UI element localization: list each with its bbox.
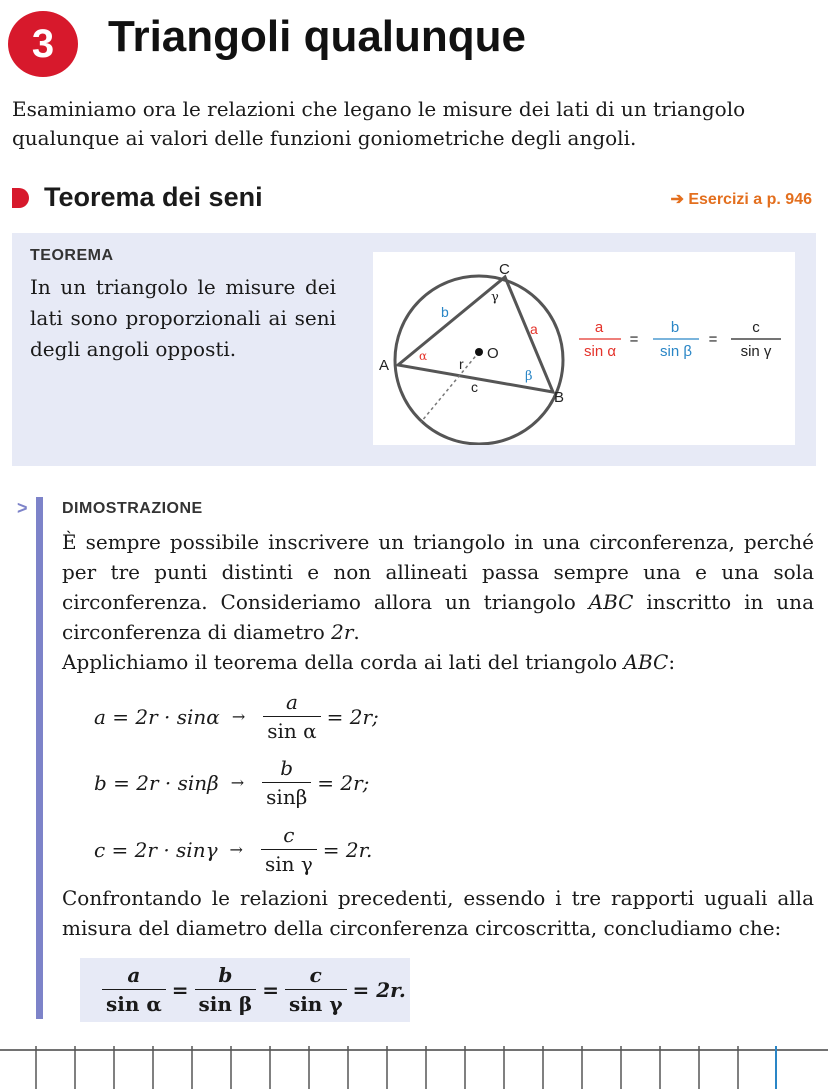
label-alpha: α bbox=[419, 349, 428, 363]
center-point bbox=[475, 348, 483, 356]
final-formula: $\frac{a}{\text{sin α}}$ = $\frac{b}{\text{sin β}}$ = $\frac{c}{\text{sin γ}}$ = 2r. bbox=[96, 963, 406, 1016]
label-beta: β bbox=[525, 369, 533, 384]
conclusion-text: Confrontando le relazioni precedenti, essendo i tre rapporti uguali alla misura del diametro della circonferenza circoscritta, concludiamo che: bbox=[62, 886, 814, 940]
demo-text bbox=[62, 527, 814, 677]
theorem-label: TEOREMA bbox=[30, 247, 114, 264]
fig-num-b: b bbox=[670, 319, 680, 336]
section-title: Teorema dei seni bbox=[44, 182, 263, 212]
demo-paragraph-1: È sempre possibile inscrivere un triangolo in una circonferenza, perché per tre punti distinti e non allineati passa sempre una e una sola circonferenza. Consideriamo allora un triangolo ABC inscritto in una circonferenza di diametro 2r. bbox=[62, 530, 814, 644]
label-B: B bbox=[554, 389, 565, 406]
section-bullet-icon bbox=[12, 188, 29, 208]
chevron-right-icon: > bbox=[17, 498, 28, 518]
equation-row: b = 2r · sinβ → $\frac{b}{\sin\beta}$ = 2r; bbox=[94, 756, 370, 809]
label-side-b: b bbox=[441, 304, 449, 320]
equation-row: c = 2r · sinγ → $\frac{c}{\text{sin γ}}$ = 2r. bbox=[94, 823, 373, 876]
fig-den-a: sin α bbox=[583, 343, 617, 360]
label-gamma: γ bbox=[491, 290, 499, 305]
exercises-link-label: Esercizi a p. 946 bbox=[688, 191, 812, 208]
fig-eq-2: = bbox=[708, 331, 718, 348]
label-radius: r bbox=[459, 356, 464, 372]
label-O: O bbox=[487, 345, 499, 362]
intro-paragraph: Esaminiamo ora le relazioni che legano le misure dei lati di un triangolo qualunque ai valori delle funzioni goniometriche degli angoli. bbox=[12, 97, 746, 150]
exercises-link[interactable] bbox=[671, 189, 813, 209]
figure-box bbox=[373, 252, 795, 445]
demo-side-bar bbox=[36, 497, 43, 1019]
label-side-c: c bbox=[471, 379, 478, 395]
section-number: 3 bbox=[31, 21, 55, 66]
section-number-badge bbox=[8, 11, 78, 77]
fig-num-a: a bbox=[594, 319, 604, 336]
page-title: Triangoli qualunque bbox=[108, 12, 526, 61]
grid-paper bbox=[0, 1046, 828, 1089]
fig-den-c: sin γ bbox=[740, 343, 772, 360]
label-A: A bbox=[379, 357, 390, 374]
label-side-a: a bbox=[530, 321, 538, 337]
arrow-right-icon: ➔ bbox=[670, 191, 684, 208]
theorem-text: In un triangolo le misure dei lati sono proporzionali ai seni degli angoli opposti. bbox=[30, 275, 336, 361]
fig-den-b: sin β bbox=[660, 343, 692, 360]
circumscribed-triangle-figure bbox=[373, 252, 795, 445]
demo-label: DIMOSTRAZIONE bbox=[62, 500, 203, 517]
equation-row: a = 2r · sinα → $\frac{a}{\text{sin α}}$ = 2r; bbox=[94, 690, 379, 743]
fig-eq-1: = bbox=[629, 331, 639, 348]
label-C: C bbox=[499, 261, 510, 278]
demo-paragraph-2: Applichiamo il teorema della corda ai lati del triangolo ABC: bbox=[62, 650, 676, 674]
fig-num-c: c bbox=[752, 319, 760, 336]
